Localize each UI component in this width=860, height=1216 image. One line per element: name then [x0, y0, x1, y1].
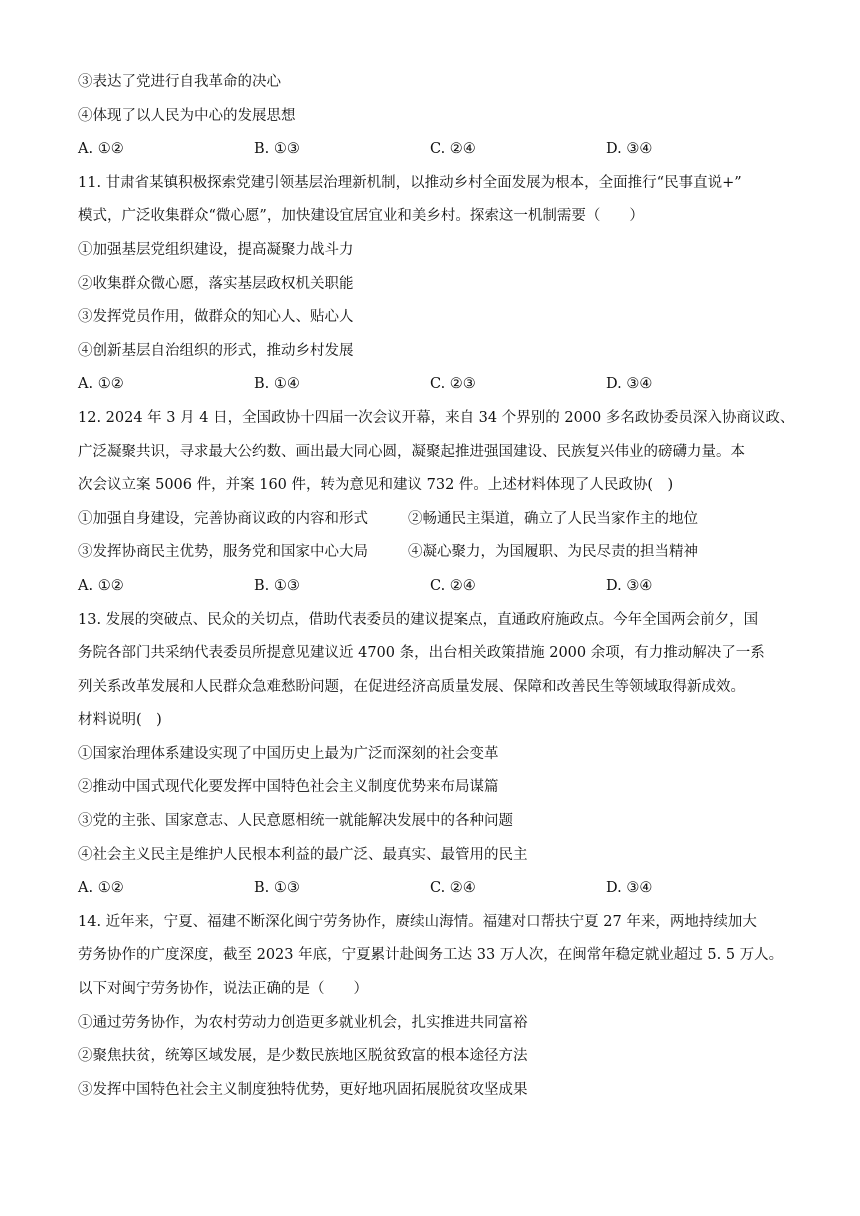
q12-option-d: D. ③④	[606, 577, 653, 594]
q12-item-2: ②畅通民主渠道，确立了人民当家作主的地位	[408, 510, 698, 527]
q14-stem-line-2: 劳务协作的广度深度，截至 2023 年底，宁夏累计赴闽务工达 33 万人次，在闽常年稳定就业超过 5. 5 万人。	[78, 947, 784, 964]
q12-options	[78, 570, 790, 604]
q13-item-4: ④社会主义民主是维护人民根本利益的最广泛、最真实、最管用的民主	[78, 846, 528, 863]
q10-option-a: A. ①②	[78, 141, 124, 158]
q11-item-4: ④创新基层自治组织的形式，推动乡村发展	[78, 342, 354, 359]
q10-item-4: ④体现了以人民为中心的发展思想	[78, 107, 296, 124]
q11-option-a: A. ①②	[78, 376, 124, 393]
q11-item-3: ③发挥党员作用，做群众的知心人、贴心人	[78, 309, 354, 326]
q14-item-1: ①通过劳务协作，为农村劳动力创造更多就业机会，扎实推进共同富裕	[78, 1014, 528, 1031]
q10-option-c: C. ②④	[430, 141, 476, 158]
q13-option-d: D. ③④	[606, 880, 653, 897]
q13-stem-line-1: 13. 发展的突破点、民众的关切点，借助代表委员的建议提案点，直通政府施政点。今年全国两会前夕，国	[78, 611, 759, 628]
q11-option-b: B. ①④	[254, 376, 300, 393]
q14-item-3: ③发挥中国特色社会主义制度独特优势，更好地巩固拓展脱贫攻坚成果	[78, 1081, 528, 1098]
q13-stem-line-4: 材料说明( )	[78, 712, 162, 729]
q12-item-4: ④凝心聚力，为国履职、为民尽责的担当精神	[408, 544, 698, 561]
q13-option-b: B. ①③	[254, 880, 300, 897]
q12-option-b: B. ①③	[254, 577, 300, 594]
q11-option-c: C. ②③	[430, 376, 476, 393]
q10-options	[78, 133, 790, 167]
q11-item-2: ②收集群众微心愿，落实基层政权机关职能	[78, 275, 354, 292]
q13-stem-line-2: 务院各部门共采纳代表委员所提意见建议近 4700 条，出台相关政策措施 2000 余项，有力推动解决了一系	[78, 645, 765, 662]
q12-option-c: C. ②④	[430, 577, 476, 594]
q11-stem-line-2: 模式，广泛收集群众“微心愿”，加快建设宜居宜业和美乡村。探索这一机制需要（ ）	[78, 208, 644, 225]
q13-options	[78, 872, 790, 906]
q10-option-b: B. ①③	[254, 141, 300, 158]
q10-item-3: ③表达了党进行自我革命的决心	[78, 74, 281, 90]
q12-option-a: A. ①②	[78, 577, 124, 594]
q12-stem-line-1: 12. 2024 年 3 月 4 日，全国政协十四届一次会议开幕，来自 34 个界别的 2000 多名政协委员深入协商议政、	[78, 409, 795, 426]
q11-option-d: D. ③④	[606, 376, 653, 393]
q13-item-2: ②推动中国式现代化要发挥中国特色社会主义制度优势来布局谋篇	[78, 779, 499, 796]
q12-stem-line-2: 广泛凝聚共识，寻求最大公约数、画出最大同心圆，凝聚起推进强国建设、民族复兴伟业的磅礴力量。本	[78, 443, 745, 460]
q12-item-3: ③发挥协商民主优势，服务党和国家中心大局	[78, 544, 368, 561]
q13-option-a: A. ①②	[78, 880, 124, 897]
q12-items-1-2	[78, 503, 790, 537]
q12-stem-line-3: 次会议立案 5006 件，并案 160 件，转为意见和建议 732 件。上述材料体现了人民政协( )	[78, 477, 674, 494]
q12-items-3-4	[78, 536, 790, 570]
q12-item-1: ①加强自身建设，完善协商议政的内容和形式	[78, 510, 368, 527]
q11-item-1: ①加强基层党组织建设，提高凝聚力战斗力	[78, 241, 354, 258]
q11-options	[78, 368, 790, 402]
exam-page	[78, 66, 795, 1107]
q14-item-2: ②聚焦扶贫，统筹区域发展，是少数民族地区脱贫致富的根本途径方法	[78, 1048, 528, 1065]
q13-stem-line-3: 列关系改革发展和人民群众急难愁盼问题，在促进经济高质量发展、保障和改善民生等领域取得新成效。	[78, 678, 745, 695]
q10-option-d: D. ③④	[606, 141, 653, 158]
q14-stem-line-3: 以下对闽宁劳务协作，说法正确的是（ ）	[78, 981, 368, 998]
q11-stem-line-1: 11. 甘肃省某镇积极探索党建引领基层治理新机制，以推动乡村全面发展为根本，全面推行“民事直说+”	[78, 174, 742, 191]
q13-option-c: C. ②④	[430, 880, 476, 897]
q13-item-3: ③党的主张、国家意志、人民意愿相统一就能解决发展中的各种问题	[78, 813, 513, 830]
q13-item-1: ①国家治理体系建设实现了中国历史上最为广泛而深刻的社会变革	[78, 745, 499, 762]
q14-stem-line-1: 14. 近年来，宁夏、福建不断深化闽宁劳务协作，赓续山海情。福建对口帮扶宁夏 27 年来，两地持续加大	[78, 913, 757, 930]
